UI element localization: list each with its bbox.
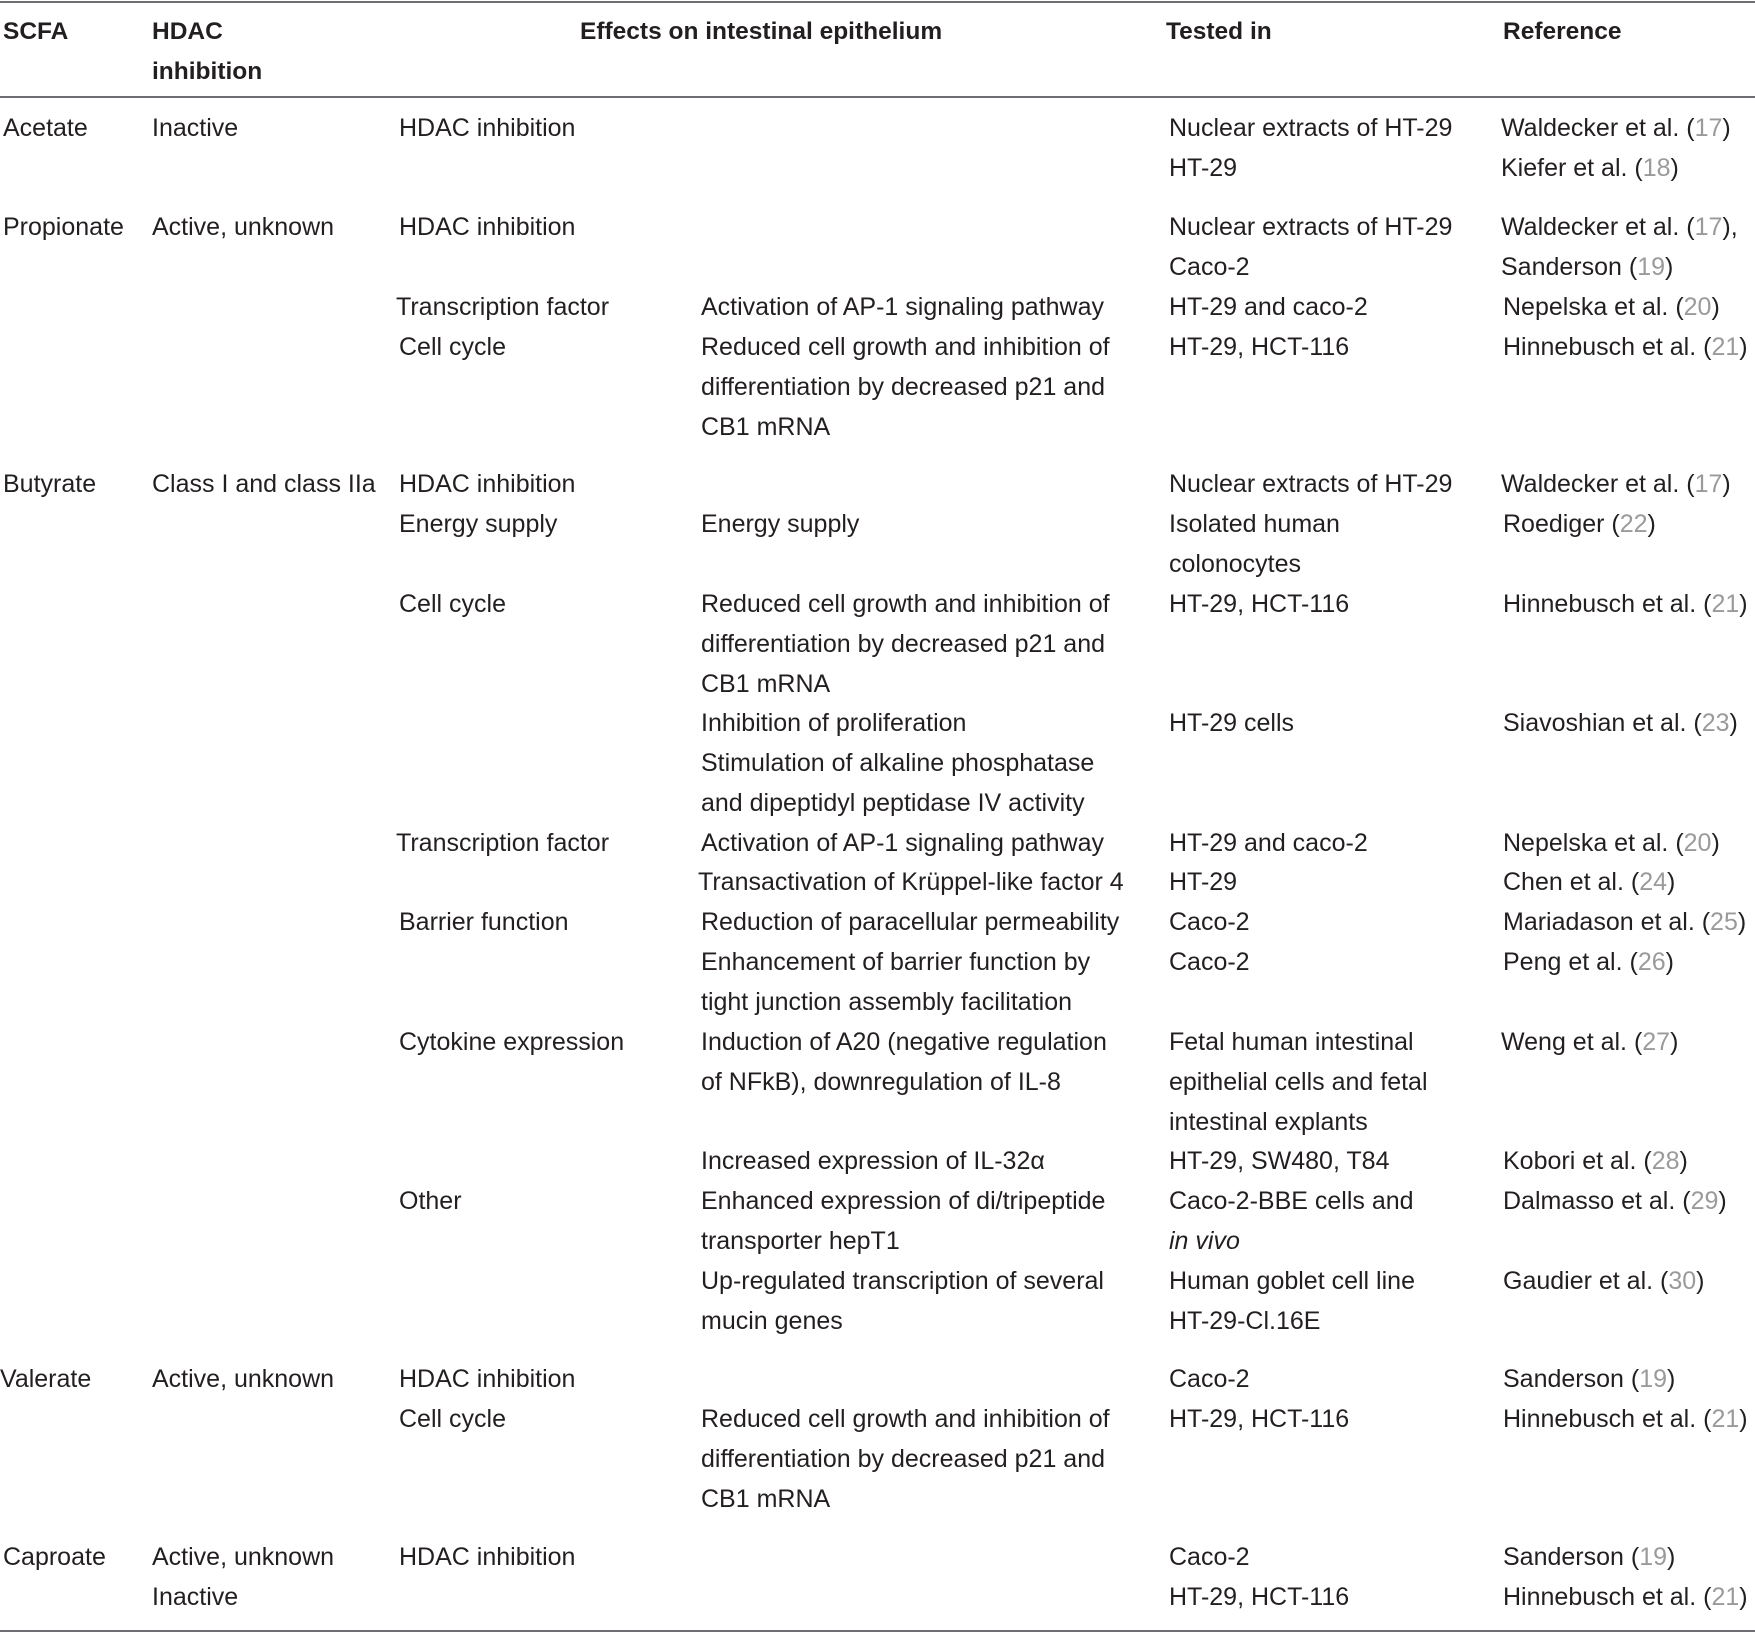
effect-cell: Activation of AP-1 signaling pathway bbox=[701, 293, 1105, 321]
effect-cell: Activation of AP-1 signaling pathway bbox=[701, 829, 1105, 857]
ref-number: 21 bbox=[1711, 1405, 1740, 1433]
effect-cell: Stimulation of alkaline phosphatase bbox=[701, 749, 1095, 777]
ref-number: 17 bbox=[1694, 213, 1723, 241]
category-cell: Cell cycle bbox=[399, 590, 506, 618]
scfa-valerate: Valerate bbox=[0, 1365, 92, 1393]
header-hdac-line2: inhibition bbox=[152, 58, 263, 85]
reference-cell: Hinnebusch et al. (21) bbox=[1503, 1405, 1748, 1433]
hdac-caproate: Active, unknown bbox=[152, 1543, 335, 1571]
reference-cell: Kobori et al. (28) bbox=[1503, 1147, 1688, 1175]
scfa-acetate: Acetate bbox=[3, 114, 88, 142]
reference-cell: Weng et al. (27) bbox=[1501, 1028, 1679, 1056]
tested-cell: Nuclear extracts of HT-29 bbox=[1169, 470, 1453, 498]
tested-cell: HT-29, HCT-116 bbox=[1169, 1405, 1350, 1433]
header-hdac-line1: HDAC bbox=[152, 18, 223, 45]
reference-cell: Hinnebusch et al. (21) bbox=[1503, 590, 1748, 618]
category-cell: Cytokine expression bbox=[399, 1028, 625, 1056]
effect-cell: Reduced cell growth and inhibition of bbox=[701, 1405, 1110, 1433]
scfa-butyrate: Butyrate bbox=[3, 470, 97, 498]
tested-cell: HT-29 and caco-2 bbox=[1169, 293, 1368, 321]
reference-cell: Hinnebusch et al. (21) bbox=[1503, 1583, 1748, 1611]
category-cell: Cell cycle bbox=[399, 333, 506, 361]
tested-cell: HT-29, SW480, T84 bbox=[1169, 1147, 1390, 1175]
header-rule bbox=[0, 96, 1755, 98]
category-cell: HDAC inhibition bbox=[399, 470, 576, 498]
tested-cell: Caco-2 bbox=[1169, 948, 1250, 976]
ref-number: 21 bbox=[1711, 590, 1740, 618]
reference-cell: Mariadason et al. (25) bbox=[1503, 908, 1747, 936]
effect-cell: Reduced cell growth and inhibition of bbox=[701, 333, 1110, 361]
reference-cell: Peng et al. (26) bbox=[1503, 948, 1674, 976]
tested-cell: Caco-2 bbox=[1169, 908, 1250, 936]
header-reference: Reference bbox=[1503, 18, 1622, 45]
tested-cell: Caco-2 bbox=[1169, 253, 1250, 281]
tested-cell: Isolated human bbox=[1169, 510, 1340, 538]
ref-number: 19 bbox=[1637, 253, 1666, 281]
ref-number: 23 bbox=[1701, 709, 1730, 737]
ref-number: 20 bbox=[1683, 829, 1712, 857]
reference-cell: Sanderson (19) bbox=[1503, 1543, 1676, 1571]
tested-cell: HT-29 bbox=[1169, 154, 1238, 182]
ref-number: 28 bbox=[1651, 1147, 1680, 1175]
reference-cell: Nepelska et al. (20) bbox=[1503, 829, 1720, 857]
tested-cell: HT-29 cells bbox=[1169, 709, 1295, 737]
reference-cell: Hinnebusch et al. (21) bbox=[1503, 333, 1748, 361]
reference-cell: Chen et al. (24) bbox=[1503, 868, 1676, 896]
ref-number: 22 bbox=[1619, 510, 1648, 538]
tested-cell: Nuclear extracts of HT-29 bbox=[1169, 114, 1453, 142]
top-rule bbox=[0, 1, 1755, 3]
scfa-caproate: Caproate bbox=[3, 1543, 106, 1571]
tested-cell: HT-29 and caco-2 bbox=[1169, 829, 1368, 857]
effect-cell: of NFkB), downregulation of IL-8 bbox=[701, 1068, 1061, 1096]
header-scfa: SCFA bbox=[3, 18, 69, 45]
effect-cell: differentiation by decreased p21 and bbox=[701, 373, 1106, 401]
tested-cell: intestinal explants bbox=[1169, 1108, 1368, 1136]
hdac-acetate: Inactive bbox=[152, 114, 239, 142]
hdac-butyrate: Class I and class IIa bbox=[152, 470, 376, 498]
effect-cell: Enhancement of barrier function by bbox=[701, 948, 1091, 976]
header-tested-in: Tested in bbox=[1166, 18, 1272, 45]
effect-cell: Up-regulated transcription of several bbox=[701, 1267, 1104, 1295]
effect-cell: Energy supply bbox=[701, 510, 860, 538]
reference-cell: Roediger (22) bbox=[1503, 510, 1656, 538]
header-effects: Effects on intestinal epithelium bbox=[580, 18, 943, 45]
category-cell: HDAC inhibition bbox=[399, 1365, 576, 1393]
reference-cell: Nepelska et al. (20) bbox=[1503, 293, 1720, 321]
tested-cell: Human goblet cell line bbox=[1169, 1267, 1415, 1295]
category-cell: Barrier function bbox=[399, 908, 569, 936]
tested-cell: colonocytes bbox=[1169, 550, 1302, 578]
ref-number: 17 bbox=[1694, 470, 1723, 498]
effect-cell: Induction of A20 (negative regulation bbox=[701, 1028, 1107, 1056]
scfa-propionate: Propionate bbox=[3, 213, 124, 241]
tested-cell: HT-29-Cl.16E bbox=[1169, 1307, 1321, 1335]
tested-cell: Fetal human intestinal bbox=[1169, 1028, 1414, 1056]
ref-number: 20 bbox=[1683, 293, 1712, 321]
tested-cell: in vivo bbox=[1169, 1227, 1240, 1255]
tested-cell: epithelial cells and fetal bbox=[1169, 1068, 1428, 1096]
reference-cell: Sanderson (19) bbox=[1501, 253, 1674, 281]
ref-number: 18 bbox=[1642, 154, 1671, 182]
effect-cell: Enhanced expression of di/tripeptide bbox=[701, 1187, 1106, 1215]
ref-number: 24 bbox=[1639, 868, 1667, 896]
ref-number: 21 bbox=[1711, 333, 1740, 361]
hdac-propionate: Active, unknown bbox=[152, 213, 335, 241]
category-cell: Transcription factor bbox=[396, 293, 610, 321]
ref-number: 19 bbox=[1639, 1543, 1668, 1571]
ref-number: 17 bbox=[1694, 114, 1723, 142]
tested-cell: Caco-2-BBE cells and bbox=[1169, 1187, 1414, 1215]
tested-cell: Caco-2 bbox=[1169, 1543, 1250, 1571]
hdac-valerate: Active, unknown bbox=[152, 1365, 335, 1393]
effect-cell: mucin genes bbox=[701, 1307, 843, 1335]
ref-number: 27 bbox=[1642, 1028, 1671, 1056]
effect-cell: CB1 mRNA bbox=[701, 413, 831, 441]
reference-cell: Sanderson (19) bbox=[1503, 1365, 1676, 1393]
ref-number: 29 bbox=[1690, 1187, 1719, 1215]
effect-cell: Inhibition of proliferation bbox=[701, 709, 967, 737]
effect-cell: CB1 mRNA bbox=[701, 670, 831, 698]
reference-cell: Dalmasso et al. (29) bbox=[1503, 1187, 1727, 1215]
tested-cell: HT-29, HCT-116 bbox=[1169, 590, 1350, 618]
ref-number: 19 bbox=[1639, 1365, 1668, 1393]
ref-number: 25 bbox=[1710, 908, 1738, 936]
effect-cell: Reduction of paracellular permeability bbox=[701, 908, 1120, 936]
reference-cell: Waldecker et al. (17) bbox=[1501, 470, 1731, 498]
reference-cell: Siavoshian et al. (23) bbox=[1503, 709, 1738, 737]
tested-cell: Nuclear extracts of HT-29 bbox=[1169, 213, 1453, 241]
ref-number: 21 bbox=[1711, 1583, 1740, 1611]
category-cell: Cell cycle bbox=[399, 1405, 506, 1433]
tested-cell: HT-29, HCT-116 bbox=[1169, 1583, 1350, 1611]
category-cell: HDAC inhibition bbox=[399, 114, 576, 142]
reference-cell: Kiefer et al. (18) bbox=[1501, 154, 1679, 182]
category-cell: Transcription factor bbox=[396, 829, 610, 857]
category-cell: Energy supply bbox=[399, 510, 558, 538]
effect-cell: transporter hepT1 bbox=[701, 1227, 900, 1255]
category-cell: Other bbox=[399, 1187, 462, 1215]
reference-cell: Waldecker et al. (17), bbox=[1501, 213, 1738, 241]
reference-cell: Gaudier et al. (30) bbox=[1503, 1267, 1705, 1295]
effect-cell: differentiation by decreased p21 and bbox=[701, 630, 1106, 658]
effect-cell: differentiation by decreased p21 and bbox=[701, 1445, 1106, 1473]
tested-cell: Caco-2 bbox=[1169, 1365, 1250, 1393]
ref-number: 26 bbox=[1637, 948, 1666, 976]
effect-cell: and dipeptidyl peptidase IV activity bbox=[701, 789, 1085, 817]
tested-cell: HT-29, HCT-116 bbox=[1169, 333, 1350, 361]
category-cell: HDAC inhibition bbox=[399, 1543, 576, 1571]
tested-cell: HT-29 bbox=[1169, 868, 1238, 896]
effect-cell: Transactivation of Krüppel-like factor 4 bbox=[698, 868, 1124, 896]
reference-cell: Waldecker et al. (17) bbox=[1501, 114, 1731, 142]
ref-number: 30 bbox=[1668, 1267, 1697, 1295]
effect-cell: Reduced cell growth and inhibition of bbox=[701, 590, 1110, 618]
effect-cell: tight junction assembly facilitation bbox=[701, 988, 1073, 1016]
category-cell: HDAC inhibition bbox=[399, 213, 576, 241]
hdac-caproate: Inactive bbox=[152, 1583, 239, 1611]
effect-cell: CB1 mRNA bbox=[701, 1485, 831, 1513]
bottom-rule bbox=[0, 1630, 1755, 1632]
effect-cell: Increased expression of IL-32α bbox=[701, 1147, 1045, 1175]
